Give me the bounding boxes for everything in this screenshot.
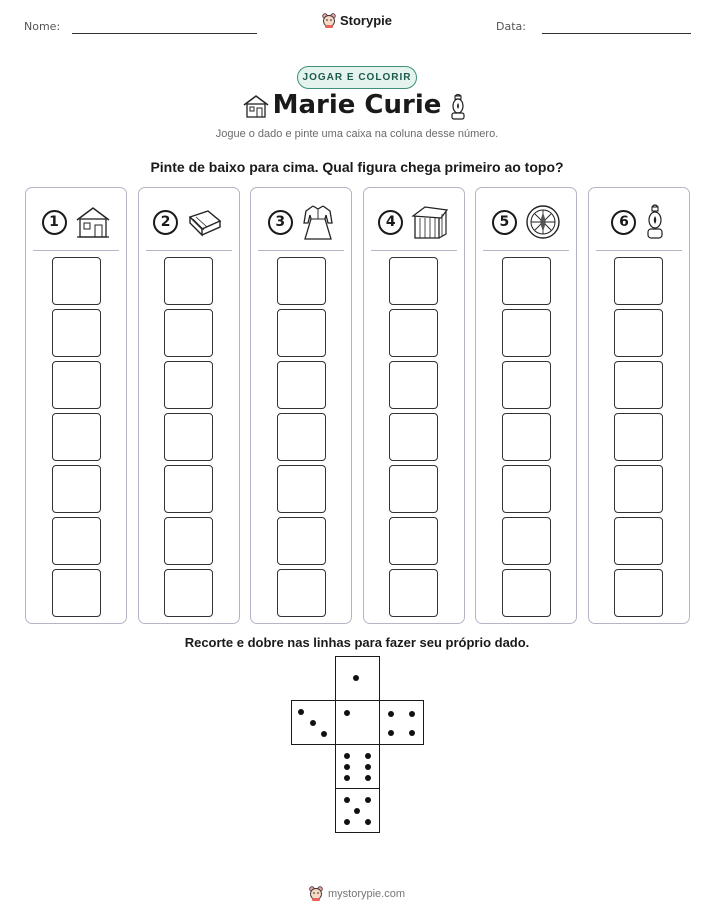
die-pip xyxy=(344,710,350,716)
die-face-4 xyxy=(379,700,424,745)
die-pip xyxy=(365,819,371,825)
die-face-1 xyxy=(335,700,380,745)
color-box[interactable] xyxy=(52,257,101,305)
color-box[interactable] xyxy=(164,257,213,305)
color-box[interactable] xyxy=(502,413,551,461)
color-box[interactable] xyxy=(164,465,213,513)
color-box[interactable] xyxy=(389,569,438,617)
bear-icon xyxy=(322,13,336,28)
die-pip xyxy=(298,709,304,715)
color-box[interactable] xyxy=(614,257,663,305)
instruction: Pinte de baixo para cima. Qual figura chega primeiro ao topo? xyxy=(150,159,564,175)
color-box[interactable] xyxy=(52,309,101,357)
color-box[interactable] xyxy=(277,257,326,305)
color-box[interactable] xyxy=(389,465,438,513)
category-badge: JOGAR E COLORIR xyxy=(297,66,417,89)
column-3 xyxy=(250,187,352,624)
color-box[interactable] xyxy=(502,309,551,357)
color-box[interactable] xyxy=(164,569,213,617)
color-box[interactable] xyxy=(52,413,101,461)
color-box[interactable] xyxy=(389,517,438,565)
column-number: 4 xyxy=(378,210,403,235)
color-box[interactable] xyxy=(389,257,438,305)
column-number: 2 xyxy=(153,210,178,235)
die-pip xyxy=(388,730,394,736)
name-label: Nome: xyxy=(24,20,61,33)
color-box[interactable] xyxy=(614,465,663,513)
color-box[interactable] xyxy=(502,257,551,305)
die-pip xyxy=(388,711,394,717)
column-2 xyxy=(138,187,240,624)
page-title: Marie Curie xyxy=(272,90,442,120)
color-box[interactable] xyxy=(614,517,663,565)
color-box[interactable] xyxy=(277,465,326,513)
column-number: 5 xyxy=(492,210,517,235)
brand-name: Storypie xyxy=(339,13,392,28)
die-instruction: Recorte e dobre nas linhas para fazer seu próprio dado. xyxy=(184,635,530,650)
color-box[interactable] xyxy=(52,517,101,565)
lantern-icon xyxy=(448,93,468,123)
color-box[interactable] xyxy=(164,413,213,461)
die-pip xyxy=(365,764,371,770)
column-4 xyxy=(363,187,465,624)
die-pip xyxy=(344,775,350,781)
compass-icon xyxy=(525,204,561,240)
column-6 xyxy=(588,187,690,624)
color-box[interactable] xyxy=(614,569,663,617)
color-box[interactable] xyxy=(389,361,438,409)
die-pip xyxy=(365,775,371,781)
color-box[interactable] xyxy=(277,517,326,565)
house-icon xyxy=(75,205,111,239)
color-box[interactable] xyxy=(389,413,438,461)
color-box[interactable] xyxy=(614,413,663,461)
color-box[interactable] xyxy=(614,361,663,409)
color-box[interactable] xyxy=(614,309,663,357)
column-1 xyxy=(25,187,127,624)
footer-url[interactable]: mystorypie.com xyxy=(327,887,406,900)
color-box[interactable] xyxy=(502,517,551,565)
color-box[interactable] xyxy=(164,361,213,409)
die-pip xyxy=(353,675,359,681)
name-line[interactable] xyxy=(72,33,257,34)
date-label: Data: xyxy=(496,20,526,33)
die-pip xyxy=(344,819,350,825)
color-box[interactable] xyxy=(277,309,326,357)
color-box[interactable] xyxy=(52,361,101,409)
subtitle: Jogue o dado e pinte uma caixa na coluna desse número. xyxy=(215,128,499,140)
dress-icon xyxy=(301,203,335,241)
column-number: 6 xyxy=(611,210,636,235)
color-box[interactable] xyxy=(277,413,326,461)
die-face-3 xyxy=(291,700,336,745)
shed-icon xyxy=(411,204,449,240)
color-box[interactable] xyxy=(277,569,326,617)
color-box[interactable] xyxy=(389,309,438,357)
color-box[interactable] xyxy=(52,465,101,513)
die-pip xyxy=(409,711,415,717)
die-pip xyxy=(365,753,371,759)
lantern-icon xyxy=(644,203,666,241)
race-columns xyxy=(25,187,690,624)
column-5 xyxy=(475,187,577,624)
die-pip xyxy=(409,730,415,736)
die-pip xyxy=(365,797,371,803)
column-number: 3 xyxy=(268,210,293,235)
book-icon xyxy=(186,207,224,237)
color-box[interactable] xyxy=(502,569,551,617)
die-pip xyxy=(344,753,350,759)
date-line[interactable] xyxy=(542,33,691,34)
die-pip xyxy=(354,808,360,814)
color-box[interactable] xyxy=(502,361,551,409)
die-pip xyxy=(344,764,350,770)
die-pip xyxy=(344,797,350,803)
bear-icon xyxy=(309,886,323,901)
die-pip xyxy=(310,720,316,726)
color-box[interactable] xyxy=(502,465,551,513)
die-face-5 xyxy=(335,788,380,833)
color-box[interactable] xyxy=(277,361,326,409)
brand-logo xyxy=(0,13,714,33)
die-face-1 xyxy=(335,656,380,701)
color-box[interactable] xyxy=(164,309,213,357)
die-face-6 xyxy=(335,744,380,789)
color-box[interactable] xyxy=(52,569,101,617)
die-pip xyxy=(321,731,327,737)
column-number: 1 xyxy=(42,210,67,235)
color-box[interactable] xyxy=(164,517,213,565)
footer xyxy=(0,886,714,904)
